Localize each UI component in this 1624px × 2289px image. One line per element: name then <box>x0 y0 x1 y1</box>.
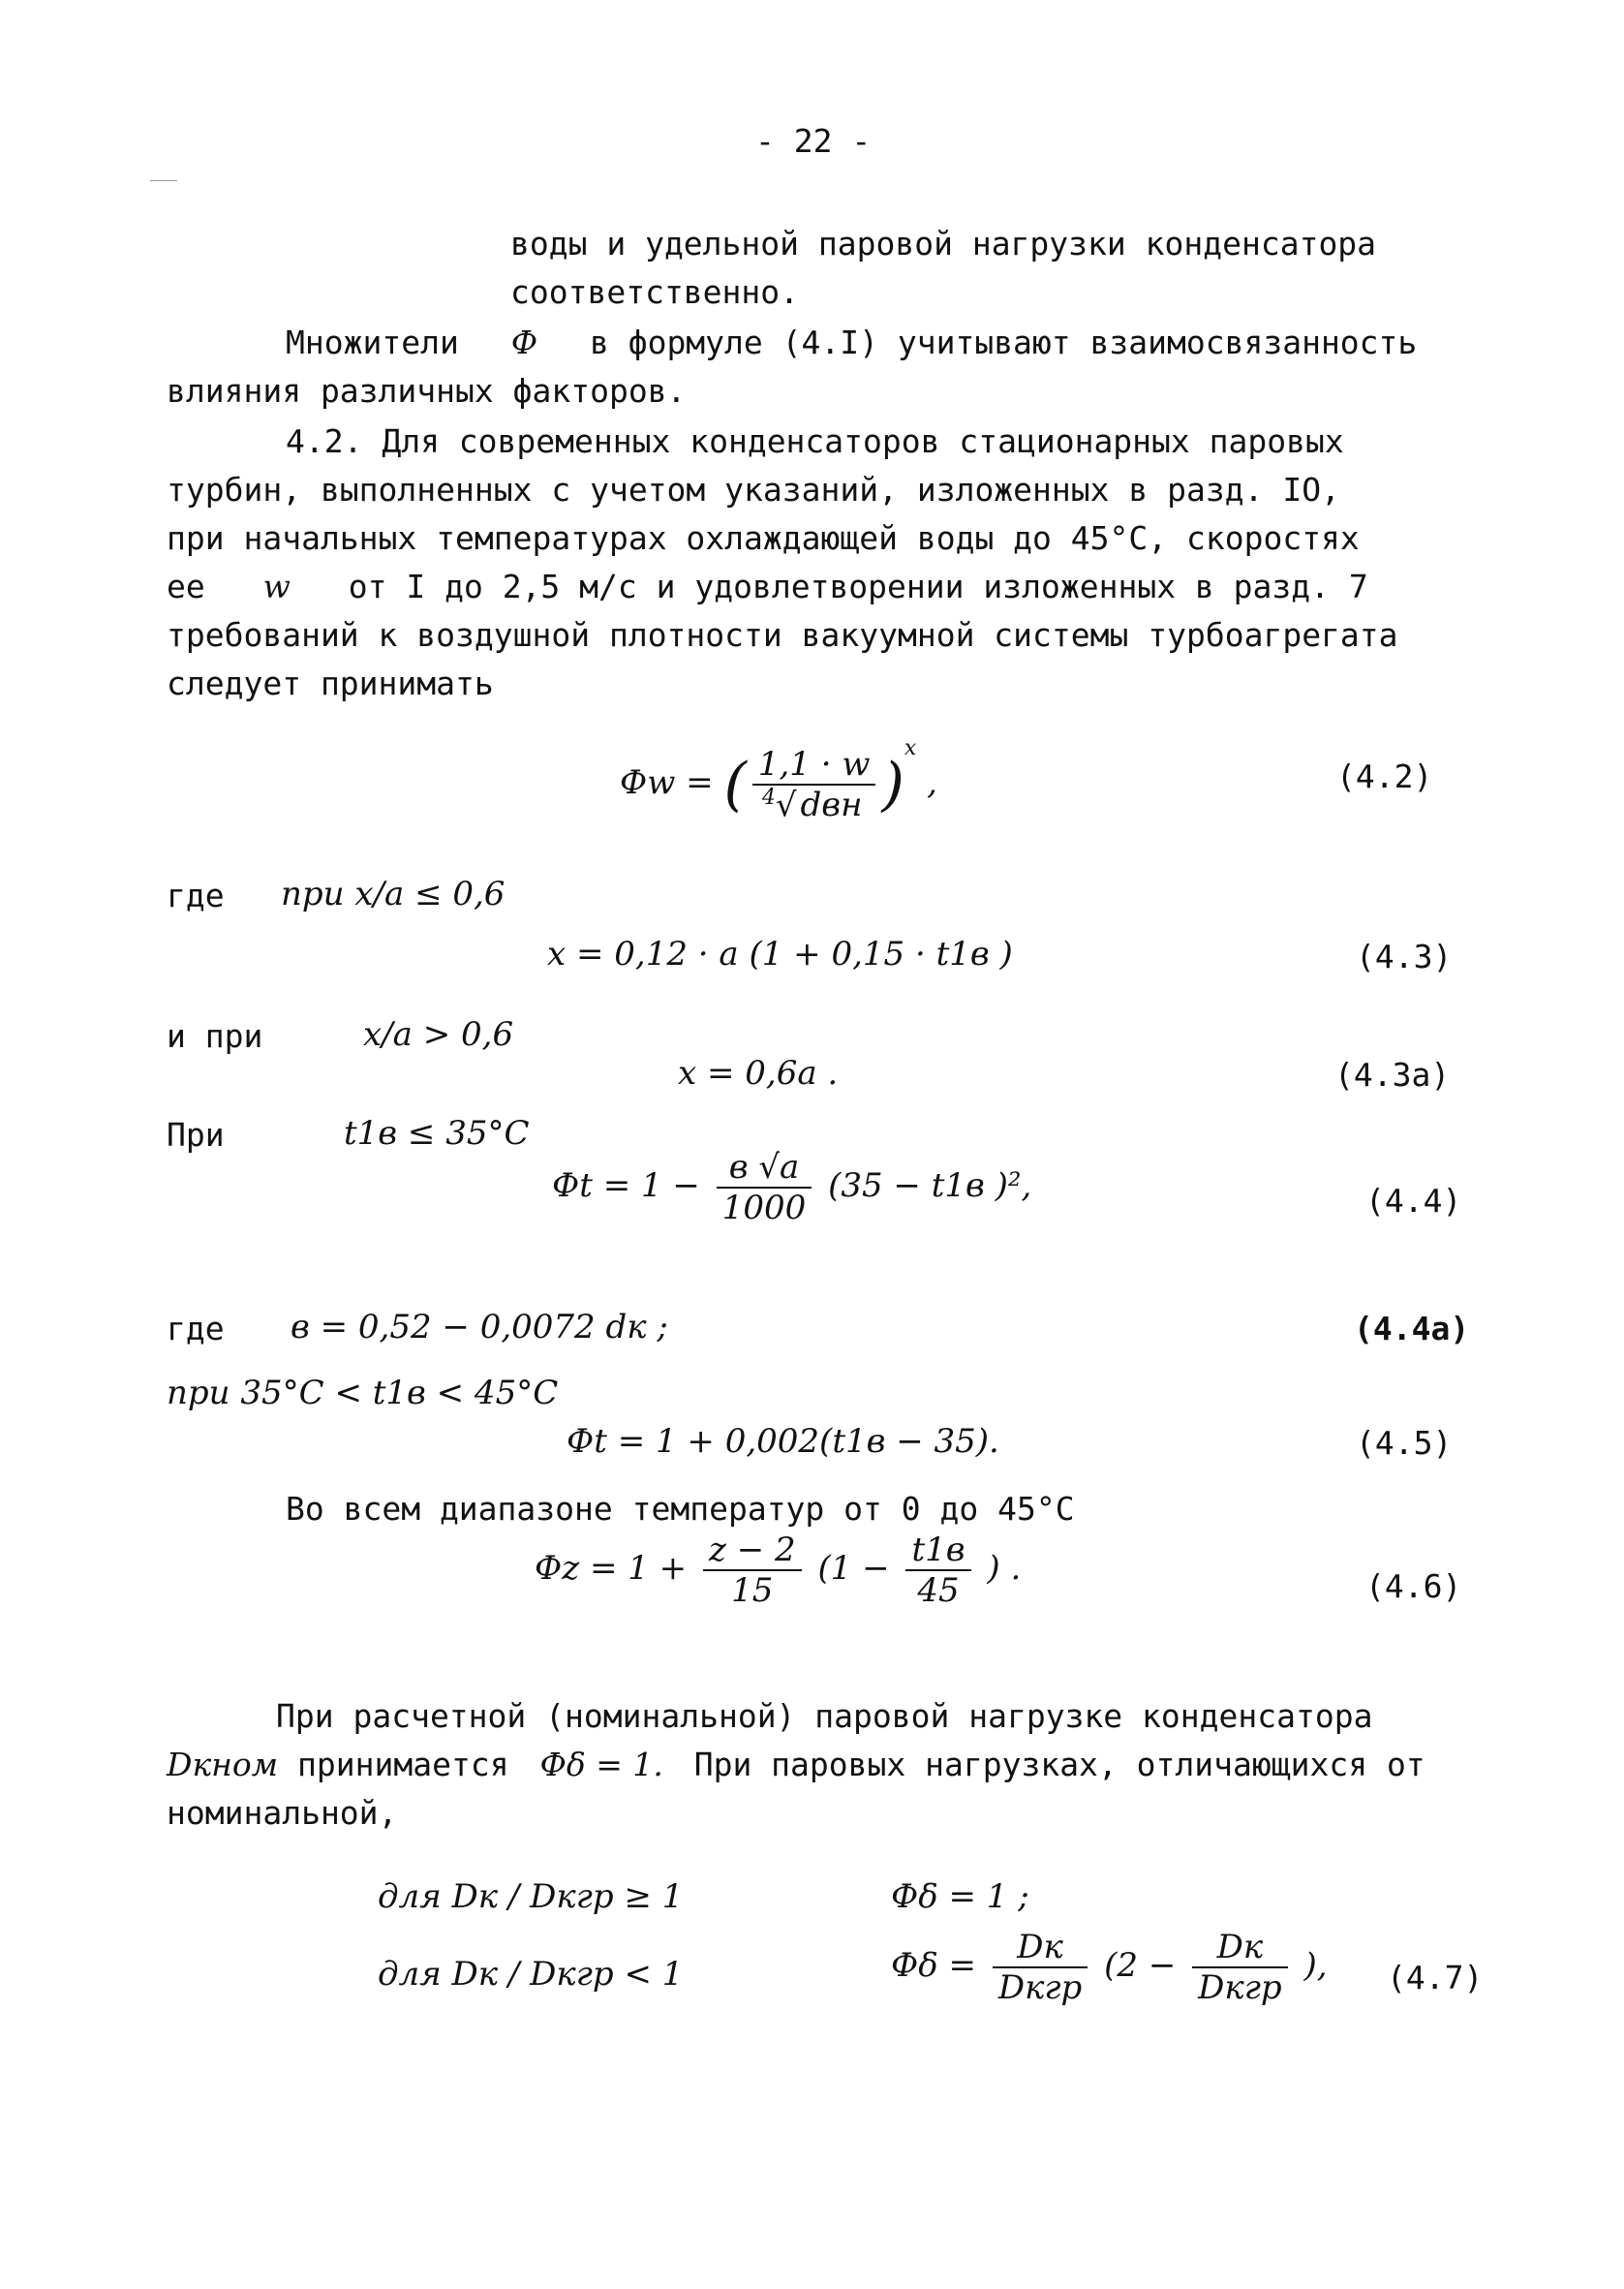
denominator: 45 <box>917 1571 960 1610</box>
condition: x/a > 0,6 <box>363 1015 514 1054</box>
equation-number: (4.3a) <box>1334 1056 1451 1094</box>
formula-4-3: x = 0,12 · a (1 + 0,15 · t1в ) <box>547 935 1013 974</box>
fraction <box>717 1148 812 1227</box>
root-index: 4 <box>761 785 776 810</box>
text-line: Во всем диапазоне температур от 0 до 45°C <box>286 1490 1075 1528</box>
text-line: при начальных температурах охлаждающей воды до 45°C, скоростях <box>167 519 1360 557</box>
numerator: 1,1 · w <box>752 745 876 786</box>
text-line: где <box>167 1310 225 1347</box>
numerator: в √a <box>717 1148 812 1189</box>
formula-rhs: ) . <box>987 1549 1022 1588</box>
text-line: турбин, выполненных с учетом указаний, изложенных в разд. IO, <box>167 471 1340 509</box>
equation-number: (4.7) <box>1387 1959 1484 1996</box>
formula-4-4a: в = 0,52 − 0,0072 dк ; <box>291 1308 668 1346</box>
text-line: При <box>167 1116 225 1154</box>
text-line: При расчетной (номинальной) паровой нагрузке конденсатора <box>276 1697 1373 1735</box>
equation-number: (4.4) <box>1365 1182 1462 1220</box>
fraction <box>905 1531 970 1610</box>
text-fragment: Множители <box>286 324 459 361</box>
text-fragment: ее <box>167 568 205 605</box>
formula-4-6 <box>535 1531 1021 1610</box>
fraction <box>703 1531 802 1610</box>
fraction <box>752 745 876 824</box>
formula-lhs: Фw = <box>620 763 714 802</box>
numerator: t1в <box>905 1531 970 1571</box>
equation-number: (4.6) <box>1365 1567 1462 1605</box>
text-line: влияния различных факторов. <box>167 372 687 410</box>
formula-rhs: ), <box>1303 1946 1328 1985</box>
condition: при 35°C < t1в < 45°C <box>167 1374 559 1412</box>
numerator: z − 2 <box>703 1531 802 1571</box>
formula-mid: (1 − <box>817 1549 890 1588</box>
text-line <box>167 568 1368 606</box>
exponent: x <box>904 736 917 760</box>
formula-lhs: Фt = 1 − <box>552 1166 700 1205</box>
radicand: dвн <box>797 784 867 824</box>
formula-mid: (2 − <box>1104 1946 1177 1985</box>
equation-number: (4.3) <box>1356 938 1453 975</box>
text-line: и при <box>167 1017 263 1055</box>
text-fragment: от I до 2,5 м/с и удовлетворении изложенных в разд. 7 <box>348 568 1368 605</box>
fraction <box>1192 1928 1288 2007</box>
text-line: следует принимать <box>167 665 494 702</box>
denominator: $^4$√ dвн <box>752 786 876 824</box>
text-fragment: При паровых нагрузках, отличающихся от <box>693 1746 1425 1783</box>
text-fragment: в формуле (4.I) учитывают взаимосвязанность <box>589 324 1418 361</box>
formula-4-3a: x = 0,6a . <box>678 1054 839 1093</box>
numerator: Dк <box>993 1928 1088 1968</box>
formula-4-7a: Фδ = 1 ; <box>891 1877 1029 1916</box>
text-line: 4.2. Для современных конденсаторов стационарных паровых <box>286 422 1344 460</box>
text-line: воды и удельной паровой нагрузки конденсатора <box>510 225 1377 263</box>
text-line: соответственно. <box>510 273 800 311</box>
equation-number: (4.5) <box>1356 1424 1453 1462</box>
text-line: требований к воздушной плотности вакуумной системы турбоагрегата <box>167 616 1398 654</box>
page-number: - 22 - <box>755 122 872 160</box>
phi-symbol: Ф <box>510 324 538 361</box>
equation-number: (4.4a) <box>1354 1310 1470 1347</box>
symbol-dk-nom: Dкном <box>167 1746 279 1783</box>
equation-number: (4.2) <box>1336 758 1433 795</box>
denominator: Dкгр <box>1198 1968 1282 2007</box>
formula-rhs: (35 − t1в )², <box>828 1166 1032 1205</box>
text-line: номинальной, <box>167 1794 398 1832</box>
denominator: Dкгр <box>997 1968 1083 2007</box>
numerator: Dк <box>1192 1928 1288 1968</box>
formula-tail: , <box>927 763 937 802</box>
formula-lhs: Фδ = <box>891 1946 976 1985</box>
formula-4-5: Фt = 1 + 0,002(t1в − 35). <box>567 1422 999 1461</box>
formula-lhs: Фz = 1 + <box>535 1549 688 1588</box>
condition: при x/a ≤ 0,6 <box>281 875 506 913</box>
fraction <box>993 1928 1088 2007</box>
formula-inline: Фδ = 1. <box>539 1746 663 1783</box>
formula-4-4 <box>552 1148 1031 1227</box>
formula-4-2: Фw = ( $\frac{1,1 \cdot w}{^4√ dвн}$ )$^x$ , <box>620 736 937 825</box>
margin-mark <box>150 180 177 181</box>
text-line <box>286 324 1417 362</box>
velocity-symbol: w <box>262 568 291 605</box>
text-fragment: принимается <box>297 1746 509 1783</box>
text-line <box>167 1746 1425 1784</box>
condition: для Dк / Dкгр ≥ 1 <box>378 1877 684 1916</box>
denominator: 15 <box>731 1571 774 1610</box>
condition: для Dк / Dкгр < 1 <box>378 1955 684 1994</box>
condition: t1в ≤ 35°C <box>344 1114 530 1153</box>
denominator: 1000 <box>721 1189 807 1227</box>
text-line: где <box>167 877 225 914</box>
formula-4-7b <box>891 1928 1328 2007</box>
